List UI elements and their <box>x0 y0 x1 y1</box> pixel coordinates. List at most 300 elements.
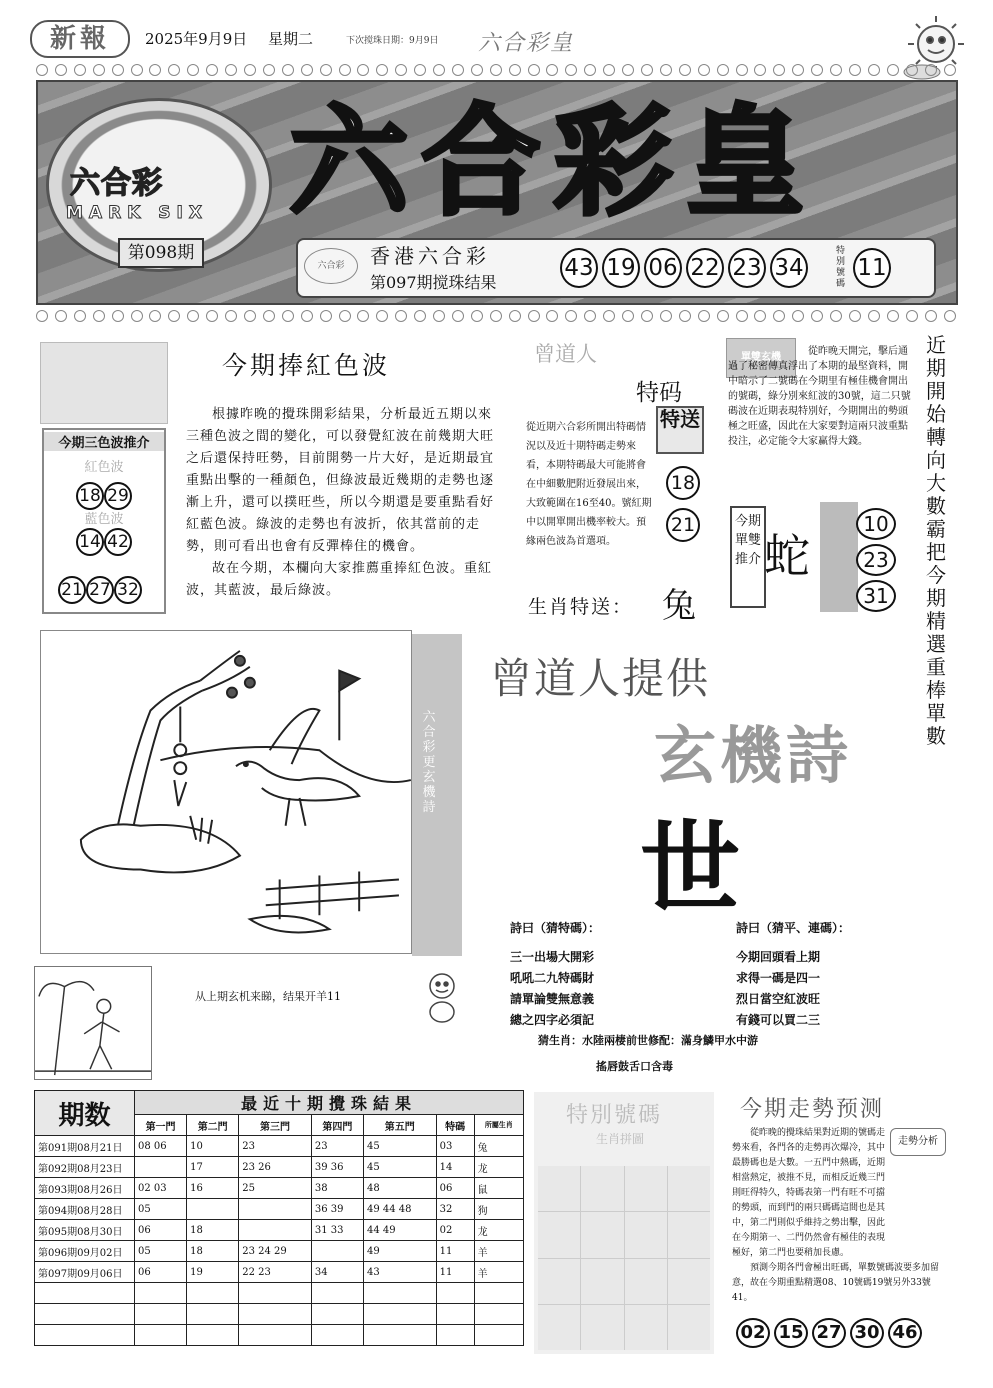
row-value-cell: 49 44 48 <box>363 1199 436 1220</box>
row-value-cell <box>135 1325 187 1346</box>
blue-wave-balls <box>76 528 132 556</box>
poem-line: 烈日當空紅波旺 <box>736 992 821 1006</box>
trend-badge: 走勢分析 <box>890 1128 946 1156</box>
puzzle-tile <box>538 1305 580 1350</box>
row-issue-cell: 第095期08月30日 <box>35 1220 135 1241</box>
number-dot <box>565 64 577 76</box>
number-dot <box>471 64 483 76</box>
green-ball: 27 <box>86 576 114 604</box>
result-ball: 34 <box>770 248 808 288</box>
row-value-cell: 02 <box>436 1220 474 1241</box>
number-dot <box>263 64 275 76</box>
number-dot <box>698 310 710 322</box>
number-dot <box>149 310 161 322</box>
number-dot <box>36 64 48 76</box>
row-value-cell <box>474 1325 523 1346</box>
row-value-cell <box>436 1283 474 1304</box>
trend-ball: 15 <box>774 1318 808 1348</box>
row-value-cell: 05 <box>135 1241 187 1262</box>
trend-ball: 27 <box>812 1318 846 1348</box>
number-dot <box>641 310 653 322</box>
number-dot <box>357 310 369 322</box>
number-dot <box>112 64 124 76</box>
trend-article <box>732 1126 950 1306</box>
row-issue-cell: 第097期09月06日 <box>35 1262 135 1283</box>
number-dot <box>395 64 407 76</box>
special-ball: 11 <box>853 248 891 288</box>
row-value-cell <box>135 1157 187 1178</box>
row-value-cell: 10 <box>187 1136 239 1157</box>
zeng-ball-2 <box>666 508 700 542</box>
number-dot <box>320 310 332 322</box>
wave-paragraph: 故在今期，本欄向大家推薦重捧紅色波。重紅波，其藍波，最后綠波。 <box>186 561 493 598</box>
puzzle-tile <box>581 1305 623 1350</box>
right-ball: 23 <box>856 544 896 576</box>
number-dot <box>868 310 880 322</box>
tema-label: 特码 <box>636 380 682 406</box>
number-dot <box>433 310 445 322</box>
row-value-cell: 狗 <box>474 1199 523 1220</box>
poem-title: 玄機詩 <box>654 719 853 792</box>
tesong-badge: 特送 <box>656 406 704 454</box>
animal-pick: 蛇 <box>764 529 810 583</box>
number-dot <box>565 310 577 322</box>
red-ball: 18 <box>76 482 104 510</box>
row-value-cell <box>239 1325 312 1346</box>
puzzle-tile <box>581 1212 623 1257</box>
number-dot <box>584 64 596 76</box>
col-header: 特碼 <box>436 1115 474 1136</box>
right-ball: 10 <box>856 508 896 540</box>
number-dot <box>452 310 464 322</box>
main-title: 六合彩皇 <box>290 92 819 231</box>
trend-balls <box>736 1318 922 1348</box>
number-dot <box>55 310 67 322</box>
results-table-wrap <box>34 1090 526 1352</box>
trend-ball: 46 <box>888 1318 922 1348</box>
number-dots-bottom <box>36 310 956 324</box>
wave-logo <box>40 342 168 424</box>
logo-subtitle: MARK SIX <box>66 203 208 223</box>
puzzle-tile <box>668 1305 710 1350</box>
number-dot <box>679 310 691 322</box>
special-title: 特別號碼 <box>566 1103 663 1128</box>
table-row <box>35 1157 524 1178</box>
number-dot <box>925 64 937 76</box>
number-dot <box>282 310 294 322</box>
results-table <box>34 1090 524 1346</box>
trend-paragraph: 從昨晚的攪珠結果對近期的號碼走勢來看，各門各的走勢再次爆冷，其中最勝碼也是大數。一五門中熱碼，近期相當熱定，被推不見，而相反近幾三門則旺得特久，特碼表第一門有旺不可擋的勢頭，而到門的兩只碼碼這間也是其中，第二門則似乎維持之勢出擊，因此在今期第一、二門仍然會有極佳的表現極好，第二門也要稍加長慮。 <box>732 1128 886 1258</box>
number-dot <box>206 64 218 76</box>
trend-paragraph: 預測今期各門會極出旺碼，單數號碼波要多加留意，故在今期重點精選08、10號碼19號另外33號41。 <box>732 1263 940 1303</box>
puzzle-tile <box>538 1166 580 1211</box>
number-dot <box>528 310 540 322</box>
poem-right <box>736 918 850 1031</box>
row-value-cell: 45 <box>363 1157 436 1178</box>
number-dot <box>225 64 237 76</box>
row-value-cell <box>311 1325 363 1346</box>
puzzle-tile <box>581 1166 623 1211</box>
row-value-cell: 23 <box>239 1136 312 1157</box>
number-dot <box>830 310 842 322</box>
row-value-cell: 44 49 <box>363 1220 436 1241</box>
blue-ball: 14 <box>76 528 104 556</box>
blue-ball: 42 <box>104 528 132 556</box>
row-value-cell: 11 <box>436 1262 474 1283</box>
number-dot <box>584 310 596 322</box>
zeng-ball: 18 <box>666 466 700 500</box>
zeng-ball-1 <box>666 466 700 500</box>
zodiac-guess: 猜生肖：水陸兩棲前世修配：滿身鱗甲水中游 <box>538 1034 758 1047</box>
puzzle-tile <box>625 1166 667 1211</box>
poem-illustration <box>40 630 412 954</box>
right-article: 從昨晚天開完，擊后通過了秘密傳真浮出了本期的最堅資料，開中暗示了二號碼在今期里有極佳機會開出的號碼，綠分別來紅波的30號，這二只號碼波在近期表現特別好，今期開出的勢頭極之旺盛，因此在大家要對這兩只波重點投注，必定能令大家赢得大錢。 <box>728 346 911 447</box>
number-dot <box>301 64 313 76</box>
col-header: 第五門 <box>363 1115 436 1136</box>
row-value-cell: 18 <box>187 1220 239 1241</box>
number-dot <box>301 310 313 322</box>
green-wave-balls <box>58 576 142 604</box>
row-value-cell: 39 36 <box>311 1157 363 1178</box>
zodiac-puzzle-grid <box>538 1166 710 1350</box>
number-dot <box>603 310 615 322</box>
number-dot <box>811 64 823 76</box>
table-row <box>35 1283 524 1304</box>
table-row <box>35 1262 524 1283</box>
poem-right-head: 詩曰（猜平、連碼）： <box>736 921 851 935</box>
number-dot <box>131 310 143 322</box>
blue-wave-label: 藍色波 <box>84 512 124 527</box>
result-label: 第097期搅珠结果 <box>370 273 497 292</box>
row-value-cell: 兔 <box>474 1136 523 1157</box>
decorative-stripe <box>820 502 858 612</box>
puzzle-tile <box>625 1305 667 1350</box>
new-badge: 新報 <box>30 20 130 58</box>
wave-paragraph: 根據昨晚的攪珠開彩結果，分析最近五期以來三種色波之間的變化，可以發覺紅波在前幾期大旺之后還保持旺勢，目前開勢一片大好，是近期最宜重點出擊的一種顏色，但綠波最近幾期的走勢也逐漸上升，還可以撲旺些，所以今期還是要重點看好紅藍色波。綠波的走勢也有波折，依其當前的走勢，則可看出也會有反彈棒住的機會。 <box>186 407 495 554</box>
number-dot <box>339 64 351 76</box>
puzzle-tile <box>668 1259 710 1304</box>
number-dot <box>376 310 388 322</box>
table-row <box>35 1199 524 1220</box>
row-value-cell <box>436 1325 474 1346</box>
number-dot <box>168 64 180 76</box>
wave-article <box>186 404 502 602</box>
issue-number: 第098期 <box>118 238 204 268</box>
row-value-cell <box>239 1199 312 1220</box>
result-ball: 22 <box>686 248 724 288</box>
red-ball: 29 <box>104 482 132 510</box>
row-value-cell: 22 23 <box>239 1262 312 1283</box>
table-row <box>35 1325 524 1346</box>
number-dot <box>868 64 880 76</box>
number-dot <box>754 64 766 76</box>
single-double-logo: 單雙玄機 <box>726 338 796 378</box>
number-dot <box>622 64 634 76</box>
puzzle-tile <box>668 1212 710 1257</box>
number-dot <box>490 310 502 322</box>
number-dot <box>433 64 445 76</box>
number-dot <box>736 310 748 322</box>
number-dot <box>509 64 521 76</box>
number-dot <box>244 64 256 76</box>
row-value-cell: 23 24 29 <box>239 1241 312 1262</box>
number-dot <box>887 64 899 76</box>
col-header: 第三門 <box>239 1115 312 1136</box>
number-dot <box>528 64 540 76</box>
row-value-cell: 17 <box>187 1157 239 1178</box>
row-value-cell <box>363 1283 436 1304</box>
number-dot <box>414 64 426 76</box>
row-issue-cell <box>35 1304 135 1325</box>
row-value-cell: 34 <box>311 1262 363 1283</box>
result-ball: 43 <box>560 248 598 288</box>
poem-left <box>510 918 600 1031</box>
puzzle-tile <box>668 1166 710 1211</box>
row-value-cell: 18 <box>187 1241 239 1262</box>
row-value-cell: 鼠 <box>474 1178 523 1199</box>
cartoon-illustration <box>34 966 152 1080</box>
result-ball: 19 <box>602 248 640 288</box>
logo-text: 六合彩 <box>70 166 163 201</box>
green-ball: 21 <box>58 576 86 604</box>
row-value-cell <box>239 1220 312 1241</box>
number-dot <box>339 310 351 322</box>
date: 2025年9月9日 <box>145 30 248 48</box>
row-value-cell: 羊 <box>474 1241 523 1262</box>
number-dot <box>112 310 124 322</box>
row-value-cell <box>436 1304 474 1325</box>
trend-ball: 30 <box>850 1318 884 1348</box>
table-row <box>35 1304 524 1325</box>
row-value-cell <box>187 1283 239 1304</box>
number-dot <box>131 64 143 76</box>
number-dot <box>376 64 388 76</box>
row-value-cell: 06 <box>436 1178 474 1199</box>
zodiac-guess-2: 搖唇鼓舌口含毒 <box>596 1060 673 1073</box>
col-header: 所屬生肖 <box>474 1115 523 1136</box>
number-dot <box>471 310 483 322</box>
special-ball-wrap <box>853 248 891 288</box>
row-value-cell <box>135 1283 187 1304</box>
poem-character: 世 <box>640 810 740 927</box>
number-dot <box>414 310 426 322</box>
result-ball: 06 <box>644 248 682 288</box>
table-row <box>35 1220 524 1241</box>
number-dot <box>773 310 785 322</box>
row-issue-cell: 第094期08月28日 <box>35 1199 135 1220</box>
table-title: 最近十期攪珠結果 <box>135 1091 524 1115</box>
number-dot <box>452 64 464 76</box>
next-draw-date: 下次搅珠日期：9月9日 <box>346 36 439 46</box>
number-dot <box>736 64 748 76</box>
row-value-cell <box>474 1304 523 1325</box>
number-dot <box>168 310 180 322</box>
row-value-cell: 06 <box>135 1220 187 1241</box>
number-dot <box>906 64 918 76</box>
row-value-cell: 19 <box>187 1262 239 1283</box>
row-value-cell: 23 <box>311 1136 363 1157</box>
row-issue-cell: 第091期08月21日 <box>35 1136 135 1157</box>
row-value-cell <box>363 1325 436 1346</box>
mascot-icon <box>420 968 464 1024</box>
row-value-cell: 32 <box>436 1199 474 1220</box>
zeng-article: 從近期六合彩所開出特碼情況以及近十期特碼走勢來看，本期特碼最大可能將會在中細數肥附近發展出來，大致範圍在16至40。號紅期中以開單開出機率較大。預緣兩色波為首選項。 <box>526 422 652 547</box>
number-dot <box>490 64 502 76</box>
poem-line: 有錢可以買二三 <box>736 1013 821 1027</box>
number-dot <box>149 64 161 76</box>
green-ball: 32 <box>114 576 142 604</box>
puzzle-tile <box>581 1259 623 1304</box>
col-header: 第四門 <box>311 1115 363 1136</box>
row-issue-cell: 第096期09月02日 <box>35 1241 135 1262</box>
right-ball: 31 <box>856 580 896 612</box>
puzzle-tile <box>625 1259 667 1304</box>
number-dot <box>74 64 86 76</box>
row-value-cell: 08 06 <box>135 1136 187 1157</box>
number-dot <box>93 310 105 322</box>
wave-title: 今期捧紅色波 <box>222 351 391 380</box>
row-value-cell <box>187 1199 239 1220</box>
red-wave-label: 紅色波 <box>84 460 124 475</box>
number-dot <box>944 310 956 322</box>
number-dot <box>849 64 861 76</box>
zeng-ball: 21 <box>666 508 700 542</box>
number-dot <box>509 310 521 322</box>
number-dot <box>698 64 710 76</box>
number-dot <box>925 310 937 322</box>
red-wave-balls <box>76 482 132 510</box>
number-dot <box>74 310 86 322</box>
row-value-cell <box>311 1283 363 1304</box>
table-row <box>35 1136 524 1157</box>
row-issue-cell: 第092期08月23日 <box>35 1157 135 1178</box>
table-row <box>35 1178 524 1199</box>
number-dot <box>395 310 407 322</box>
poem-line: 求得一碼是四一 <box>736 971 821 985</box>
poem-provider: 曾道人提供 <box>490 654 711 703</box>
puzzle-tile <box>538 1212 580 1257</box>
single-double-label: 今期單雙推介 <box>730 506 766 608</box>
poem-line: 請單論雙無意義 <box>510 992 595 1006</box>
right-balls <box>856 508 896 612</box>
zodiac-label: 生肖特送： <box>528 596 634 618</box>
number-dot <box>244 310 256 322</box>
row-value-cell: 14 <box>436 1157 474 1178</box>
row-value-cell: 龙 <box>474 1220 523 1241</box>
side-stripe-text: 六合彩更玄機詩 <box>422 710 436 815</box>
number-dots-top <box>36 64 956 78</box>
table-row <box>35 1241 524 1262</box>
row-value-cell <box>363 1304 436 1325</box>
row-value-cell: 16 <box>187 1178 239 1199</box>
hk-mark-six-title: 香港六合彩 <box>370 244 490 268</box>
row-value-cell: 49 <box>363 1241 436 1262</box>
row-value-cell <box>135 1304 187 1325</box>
number-dot <box>811 310 823 322</box>
row-value-cell <box>187 1325 239 1346</box>
number-dot <box>546 310 558 322</box>
mini-logo: 六合彩 <box>304 248 358 284</box>
row-issue-cell <box>35 1283 135 1304</box>
vertical-tip: 近期開始轉向大數霸把今期精選重棒單數 <box>926 333 946 748</box>
number-dot <box>357 64 369 76</box>
number-dot <box>830 64 842 76</box>
number-dot <box>944 64 956 76</box>
result-balls <box>560 248 808 288</box>
wave-logo-text <box>41 343 167 359</box>
number-dot <box>206 310 218 322</box>
trend-ball: 02 <box>736 1318 770 1348</box>
number-dot <box>887 310 899 322</box>
row-value-cell <box>187 1304 239 1325</box>
number-dot <box>773 64 785 76</box>
row-value-cell: 25 <box>239 1178 312 1199</box>
number-dot <box>603 64 615 76</box>
number-dot <box>754 310 766 322</box>
row-value-cell: 05 <box>135 1199 187 1220</box>
special-number-label: 特别號碼 <box>836 246 846 289</box>
puzzle-tile <box>625 1212 667 1257</box>
number-dot <box>93 64 105 76</box>
table-body <box>35 1136 524 1346</box>
row-value-cell: 03 <box>436 1136 474 1157</box>
row-value-cell: 43 <box>363 1262 436 1283</box>
number-dot <box>55 64 67 76</box>
col-header: 第一門 <box>135 1115 187 1136</box>
script-title: 六合彩皇 <box>478 31 575 56</box>
number-dot <box>660 64 672 76</box>
number-dot <box>679 64 691 76</box>
number-dot <box>641 64 653 76</box>
col-header: 第二門 <box>187 1115 239 1136</box>
zodiac-value: 兔 <box>662 586 696 626</box>
tri-color-title: 今期三色波推介 <box>44 432 164 451</box>
number-dot <box>660 310 672 322</box>
row-value-cell <box>239 1304 312 1325</box>
number-dot <box>717 310 729 322</box>
number-dot <box>546 64 558 76</box>
number-dot <box>263 310 275 322</box>
weekday: 星期二 <box>268 30 314 48</box>
row-value-cell <box>311 1241 363 1262</box>
number-dot <box>187 64 199 76</box>
row-value-cell <box>239 1283 312 1304</box>
poem-line: 總之四字必須記 <box>510 1013 595 1027</box>
date-line <box>145 28 329 49</box>
number-dot <box>906 310 918 322</box>
number-dot <box>36 310 48 322</box>
row-value-cell: 38 <box>311 1178 363 1199</box>
poem-line: 三一出場大開彩 <box>510 950 595 964</box>
row-value-cell: 36 39 <box>311 1199 363 1220</box>
number-dot <box>622 310 634 322</box>
number-dot <box>717 64 729 76</box>
number-dot <box>792 64 804 76</box>
trend-title: 今期走勢预测 <box>740 1097 885 1122</box>
result-ball: 23 <box>728 248 766 288</box>
poem-line: 今期回頭看上期 <box>736 950 821 964</box>
number-dot <box>320 64 332 76</box>
row-value-cell: 45 <box>363 1136 436 1157</box>
row-value-cell <box>474 1283 523 1304</box>
row-issue-cell: 第093期08月26日 <box>35 1178 135 1199</box>
row-value-cell: 48 <box>363 1178 436 1199</box>
number-dot <box>849 310 861 322</box>
number-dot <box>282 64 294 76</box>
row-value-cell: 龙 <box>474 1157 523 1178</box>
row-value-cell: 06 <box>135 1262 187 1283</box>
qishu-header: 期数 <box>35 1091 135 1136</box>
